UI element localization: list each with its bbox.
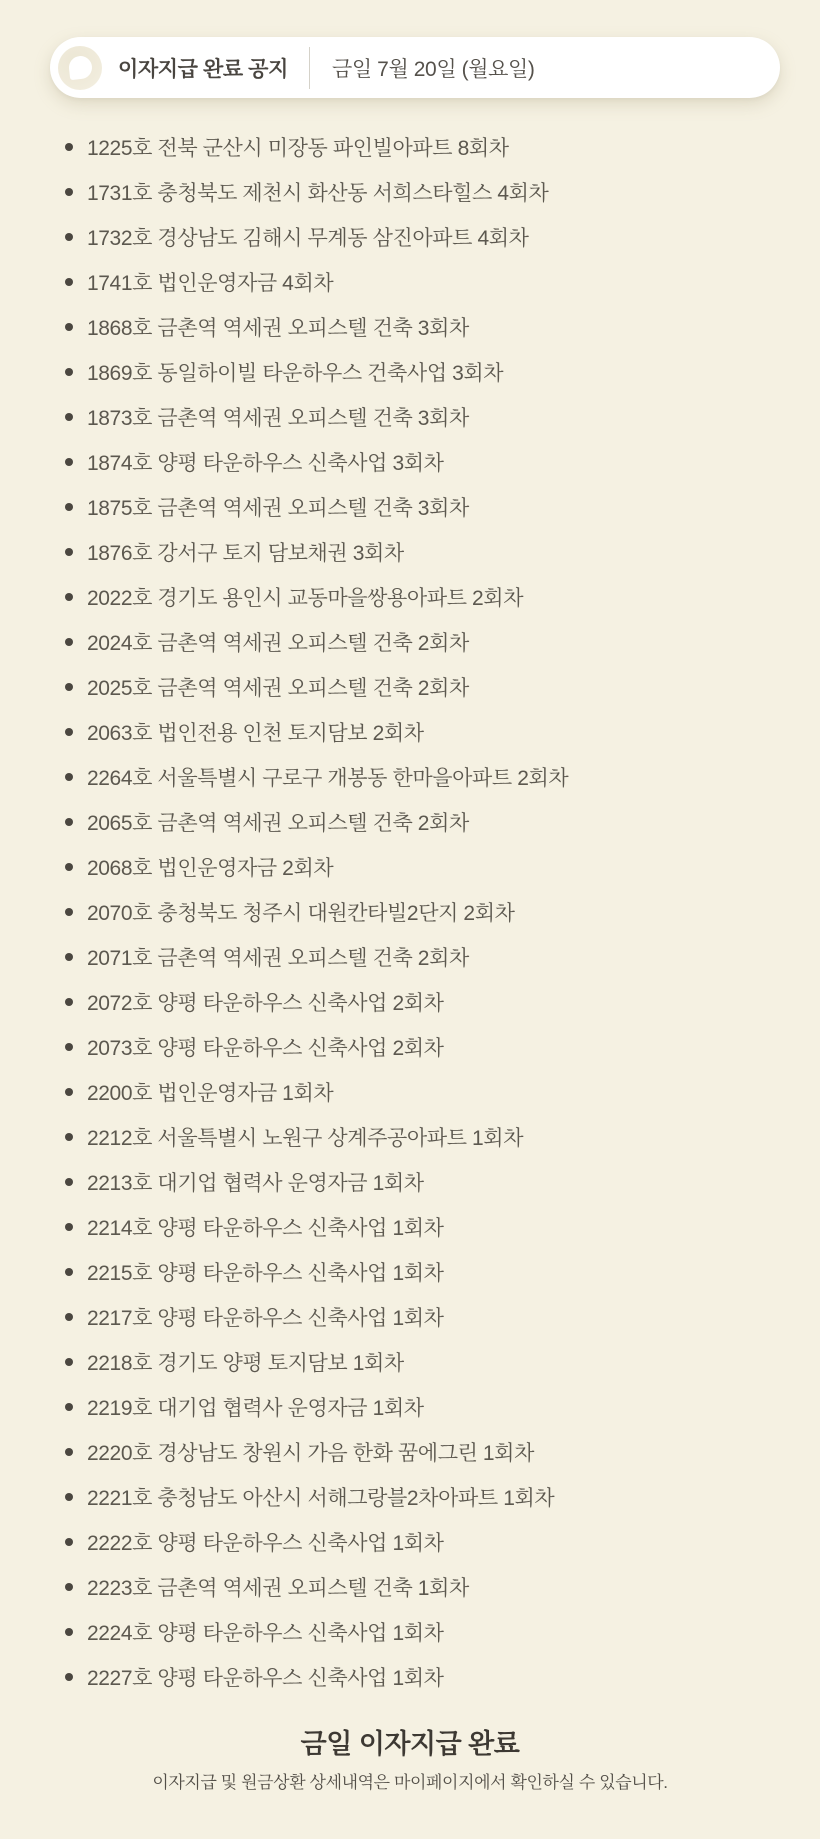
list-item-label: 2219호 대기업 협력사 운영자금 1회차 (87, 1396, 424, 1420)
list-item (0, 1249, 820, 1294)
list-item (0, 934, 820, 979)
bullet-icon (65, 1268, 73, 1276)
bullet-icon (65, 953, 73, 961)
bullet-icon (65, 368, 73, 376)
list-item (0, 889, 820, 934)
list-item-label: 1875호 금촌역 역세권 오피스텔 건축 3회차 (87, 496, 469, 520)
notice-title: 이자지급 완료 공지 (118, 57, 288, 81)
list-item (0, 1069, 820, 1114)
list-item-label: 1741호 법인운영자금 4회차 (87, 271, 334, 295)
list-item (0, 169, 820, 214)
list-item (0, 1564, 820, 1609)
bullet-icon (65, 1223, 73, 1231)
bullet-icon (65, 1043, 73, 1051)
list-item (0, 1204, 820, 1249)
bullet-icon (65, 638, 73, 646)
list-item (0, 484, 820, 529)
bullet-icon (65, 998, 73, 1006)
bullet-icon (65, 1538, 73, 1546)
list-item-label: 2223호 금촌역 역세권 오피스텔 건축 1회차 (87, 1576, 469, 1600)
bullet-icon (65, 1583, 73, 1591)
list-item (0, 304, 820, 349)
list-item-label: 2063호 법인전용 인천 토지담보 2회차 (87, 721, 424, 745)
list-item (0, 1609, 820, 1654)
bullet-icon (65, 1313, 73, 1321)
list-item (0, 439, 820, 484)
list-item-label: 2218호 경기도 양평 토지담보 1회차 (87, 1351, 404, 1375)
list-item-label: 2222호 양평 타운하우스 신축사업 1회차 (87, 1531, 444, 1555)
bullet-icon (65, 1178, 73, 1186)
bullet-icon (65, 413, 73, 421)
bullet-icon (65, 1088, 73, 1096)
list-item-label: 1225호 전북 군산시 미장동 파인빌아파트 8회차 (87, 136, 509, 160)
list-item-label: 1731호 충청북도 제천시 화산동 서희스타힐스 4회차 (87, 181, 549, 205)
list-item (0, 214, 820, 259)
list-item-label: 2068호 법인운영자금 2회차 (87, 856, 334, 880)
list-item-label: 2071호 금촌역 역세권 오피스텔 건축 2회차 (87, 946, 469, 970)
list-item-label: 1869호 동일하이빌 타운하우스 건축사업 3회차 (87, 361, 504, 385)
list-item-label: 1876호 강서구 토지 담보채권 3회차 (87, 541, 404, 565)
list-item-label: 2022호 경기도 용인시 교동마을쌍용아파트 2회차 (87, 586, 524, 610)
footer-title: 금일 이자지급 완료 (300, 1729, 520, 1759)
d-bubble-icon (67, 55, 92, 80)
list-item-label: 2221호 충청남도 아산시 서해그랑블2차아파트 1회차 (87, 1486, 555, 1510)
list-item (0, 1339, 820, 1384)
bullet-icon (65, 773, 73, 781)
list-item-label: 2264호 서울특별시 구로구 개봉동 한마을아파트 2회차 (87, 766, 569, 790)
bullet-icon (65, 863, 73, 871)
footer-subtitle: 이자지급 및 원금상환 상세내역은 마이페이지에서 확인하실 수 있습니다. (152, 1773, 668, 1792)
notice-header-card (50, 37, 780, 98)
brand-logo-icon (58, 46, 102, 90)
list-item-label: 1873호 금촌역 역세권 오피스텔 건축 3회차 (87, 406, 469, 430)
bullet-icon (65, 143, 73, 151)
list-item (0, 394, 820, 439)
list-item (0, 709, 820, 754)
bullet-icon (65, 1133, 73, 1141)
bullet-icon (65, 548, 73, 556)
list-item-label: 2065호 금촌역 역세권 오피스텔 건축 2회차 (87, 811, 469, 835)
list-item-label: 2212호 서울특별시 노원구 상계주공아파트 1회차 (87, 1126, 524, 1150)
list-item (0, 574, 820, 619)
bullet-icon (65, 233, 73, 241)
bullet-icon (65, 1493, 73, 1501)
bullet-icon (65, 593, 73, 601)
payment-list (0, 124, 820, 1699)
bullet-icon (65, 1673, 73, 1681)
list-item-label: 2220호 경상남도 창원시 가음 한화 꿈에그린 1회차 (87, 1441, 534, 1465)
header-divider (309, 47, 310, 89)
list-item (0, 754, 820, 799)
list-item (0, 664, 820, 709)
notice-date: 금일 7월 20일 (월요일) (331, 57, 535, 81)
bullet-icon (65, 1403, 73, 1411)
list-item (0, 1159, 820, 1204)
bullet-icon (65, 278, 73, 286)
list-item-label: 1874호 양평 타운하우스 신축사업 3회차 (87, 451, 444, 475)
list-item (0, 799, 820, 844)
list-item-label: 2214호 양평 타운하우스 신축사업 1회차 (87, 1216, 444, 1240)
bullet-icon (65, 818, 73, 826)
list-item (0, 1654, 820, 1699)
bullet-icon (65, 728, 73, 736)
bullet-icon (65, 1358, 73, 1366)
list-item-label: 2070호 충청북도 청주시 대원칸타빌2단지 2회차 (87, 901, 515, 925)
bullet-icon (65, 1448, 73, 1456)
bullet-icon (65, 188, 73, 196)
bullet-icon (65, 503, 73, 511)
list-item-label: 2213호 대기업 협력사 운영자금 1회차 (87, 1171, 424, 1195)
list-item-label: 2072호 양평 타운하우스 신축사업 2회차 (87, 991, 444, 1015)
bullet-icon (65, 458, 73, 466)
list-item (0, 844, 820, 889)
list-item (0, 1114, 820, 1159)
list-item (0, 349, 820, 394)
list-item (0, 979, 820, 1024)
list-item (0, 619, 820, 664)
list-item-label: 2217호 양평 타운하우스 신축사업 1회차 (87, 1306, 444, 1330)
list-item-label: 2025호 금촌역 역세권 오피스텔 건축 2회차 (87, 676, 469, 700)
list-item-label: 1868호 금촌역 역세권 오피스텔 건축 3회차 (87, 316, 469, 340)
list-item-label: 2073호 양평 타운하우스 신축사업 2회차 (87, 1036, 444, 1060)
list-item (0, 1294, 820, 1339)
list-item-label: 2227호 양평 타운하우스 신축사업 1회차 (87, 1666, 444, 1690)
bullet-icon (65, 1628, 73, 1636)
list-item (0, 124, 820, 169)
list-item (0, 1384, 820, 1429)
list-item-label: 1732호 경상남도 김해시 무계동 삼진아파트 4회차 (87, 226, 529, 250)
bullet-icon (65, 683, 73, 691)
list-item (0, 529, 820, 574)
list-item-label: 2024호 금촌역 역세권 오피스텔 건축 2회차 (87, 631, 469, 655)
list-item (0, 1429, 820, 1474)
list-item-label: 2200호 법인운영자금 1회차 (87, 1081, 334, 1105)
bullet-icon (65, 908, 73, 916)
list-item (0, 259, 820, 304)
list-item (0, 1024, 820, 1069)
list-item (0, 1519, 820, 1564)
list-item-label: 2215호 양평 타운하우스 신축사업 1회차 (87, 1261, 444, 1285)
list-item-label: 2224호 양평 타운하우스 신축사업 1회차 (87, 1621, 444, 1645)
bullet-icon (65, 323, 73, 331)
list-item (0, 1474, 820, 1519)
